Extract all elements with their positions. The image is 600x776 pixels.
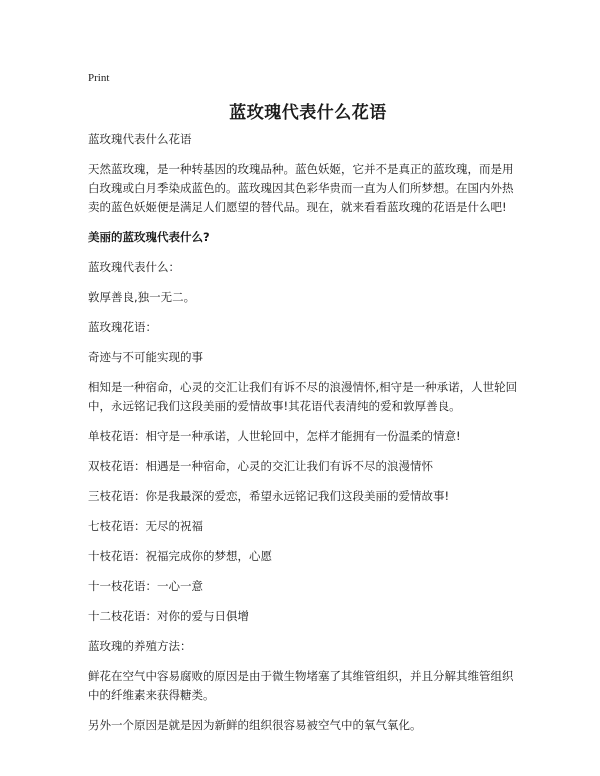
section-heading: 美丽的蓝玫瑰代表什么?	[88, 230, 210, 244]
count-ten: 十枝花语：祝福完成你的梦想，心愿	[88, 549, 272, 563]
care-paragraph-2: 另外一个原因是就是因为新鲜的组织很容易被空气中的氧气氧化。	[88, 718, 422, 732]
count-two: 双枝花语：相遇是一种宿命，心灵的交汇让我们有诉不尽的浪漫情怀	[88, 459, 433, 473]
represents-value: 敦厚善良,独一无二。	[88, 290, 196, 304]
meaning-paragraph: 相知是一种宿命，心灵的交汇让我们有诉不尽的浪漫情怀,相守是一种承诺，人世轮回中，永远铭记我们这段美丽的爱情故事!其花语代表清纯的爱和敦厚善良。	[88, 380, 518, 413]
represents-label: 蓝玫瑰代表什么：	[88, 260, 180, 274]
article-subtitle: 蓝玫瑰代表什么花语	[88, 132, 192, 146]
count-seven: 七枝花语：无尽的祝福	[88, 519, 203, 533]
flower-language-label: 蓝玫瑰花语：	[88, 320, 157, 334]
care-heading: 蓝玫瑰的养殖方法：	[88, 639, 192, 653]
count-three: 三枝花语：你是我最深的爱恋，希望永远铭记我们这段美丽的爱情故事!	[88, 489, 450, 503]
page-title: 蓝玫瑰代表什么花语	[229, 103, 387, 123]
care-paragraph-1: 鲜花在空气中容易腐败的原因是由于微生物堵塞了其维管组织，并且分解其维管组织中的纤维素来获得糖类。	[88, 669, 514, 702]
print-link[interactable]: Print	[88, 72, 110, 84]
article-body	[88, 130, 520, 746]
count-twelve: 十二枝花语：对你的爱与日俱增	[88, 609, 249, 623]
flower-language-value: 奇迹与不可能实现的事	[88, 350, 203, 364]
count-single: 单枝花语：相守是一种承诺，人世轮回中，怎样才能拥有一份温柔的情意!	[88, 429, 461, 443]
intro-paragraph: 天然蓝玫瑰，是一种转基因的玫瑰品种。蓝色妖姬，它并不是真正的蓝玫瑰，而是用白玫瑰或白月季染成蓝色的。蓝玫瑰因其色彩华贵而一直为人们所梦想。在国内外热卖的蓝色妖姬便是满足人们愿望的替代品。现在，就来看看蓝玫瑰的花语是什么吧!	[88, 162, 514, 214]
count-eleven: 十一枝花语：一心一意	[88, 579, 203, 593]
